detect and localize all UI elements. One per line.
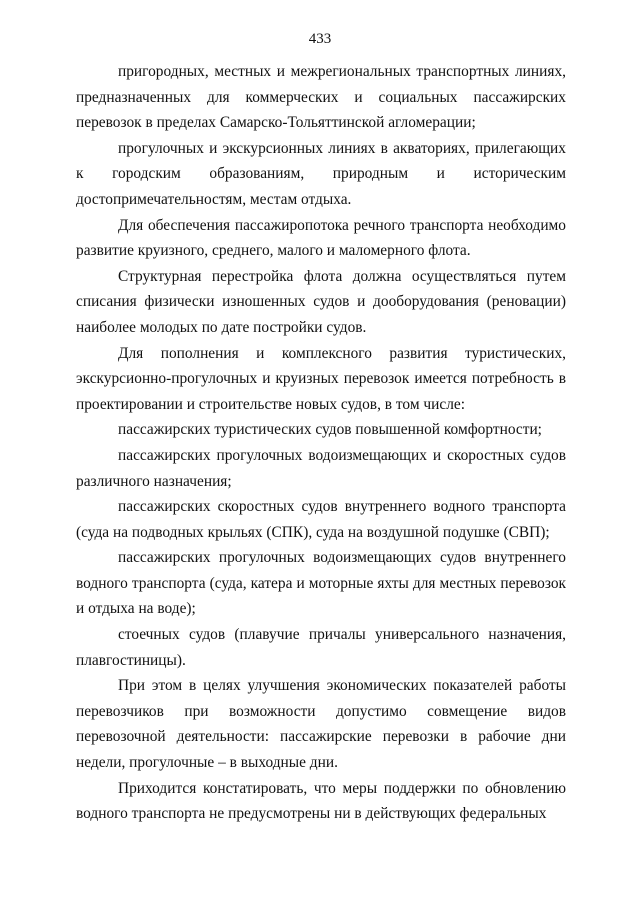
paragraph-5: Для пополнения и комплексного развития туристических, экскурсионно-прогулочных и круизных перевозок имеется потребность в проектировании и строительстве новых судов, в том числе: — [76, 344, 566, 413]
paragraph-8: пассажирских скоростных судов внутреннего водного транспорта (суда на подводных крыльях (СПК), суда на воздушной подушке (СВП); — [76, 498, 566, 541]
paragraph-6: пассажирских туристических судов повышенной комфортности; — [118, 421, 542, 439]
page-number: 433 — [308, 31, 332, 47]
paragraph-11: При этом в целях улучшения экономических показателей работы перевозчиков при возможности допустимо совмещение видов перевозочной деятельности: пассажирские перевозки в рабочие дни недели, прогулочные – в выходные дни. — [76, 677, 566, 772]
paragraph-3: Для обеспечения пассажиропотока речного транспорта необходимо развитие круизного, среднего, малого и маломерного флота. — [76, 216, 566, 260]
paragraph-10: стоечных судов (плавучие причалы универсального назначения, плавгостиницы). — [76, 626, 566, 669]
paragraph-4: Структурная перестройка флота должна осуществляться путем списания физически изношенных судов и дооборудования (реновации) наиболее молодых по дате постройки судов. — [76, 267, 566, 336]
paragraph-1: пригородных, местных и межрегиональных транспортных линиях, предназначенных для коммерческих и социальных пассажирских перевозок в пределах Самарско-Тольяттинской агломерации; — [76, 63, 566, 132]
paragraph-12: Приходится констатировать, что меры поддержки по обновлению водного транспорта не предусмотрены ни в действующих федеральных — [76, 779, 566, 823]
paragraph-9: пассажирских прогулочных водоизмещающих судов внутреннего водного транспорта (суда, катера и моторные яхты для местных перевозок и отдыха на воде); — [76, 549, 566, 618]
paragraph-2: прогулочных и экскурсионных линиях в акваториях, прилегающих к городским образованиям, природным и историческим достопримечательностям, местам отдыха. — [76, 139, 566, 208]
document-body — [76, 59, 566, 827]
paragraph-7: пассажирских прогулочных водоизмещающих и скоростных судов различного назначения; — [76, 446, 566, 490]
